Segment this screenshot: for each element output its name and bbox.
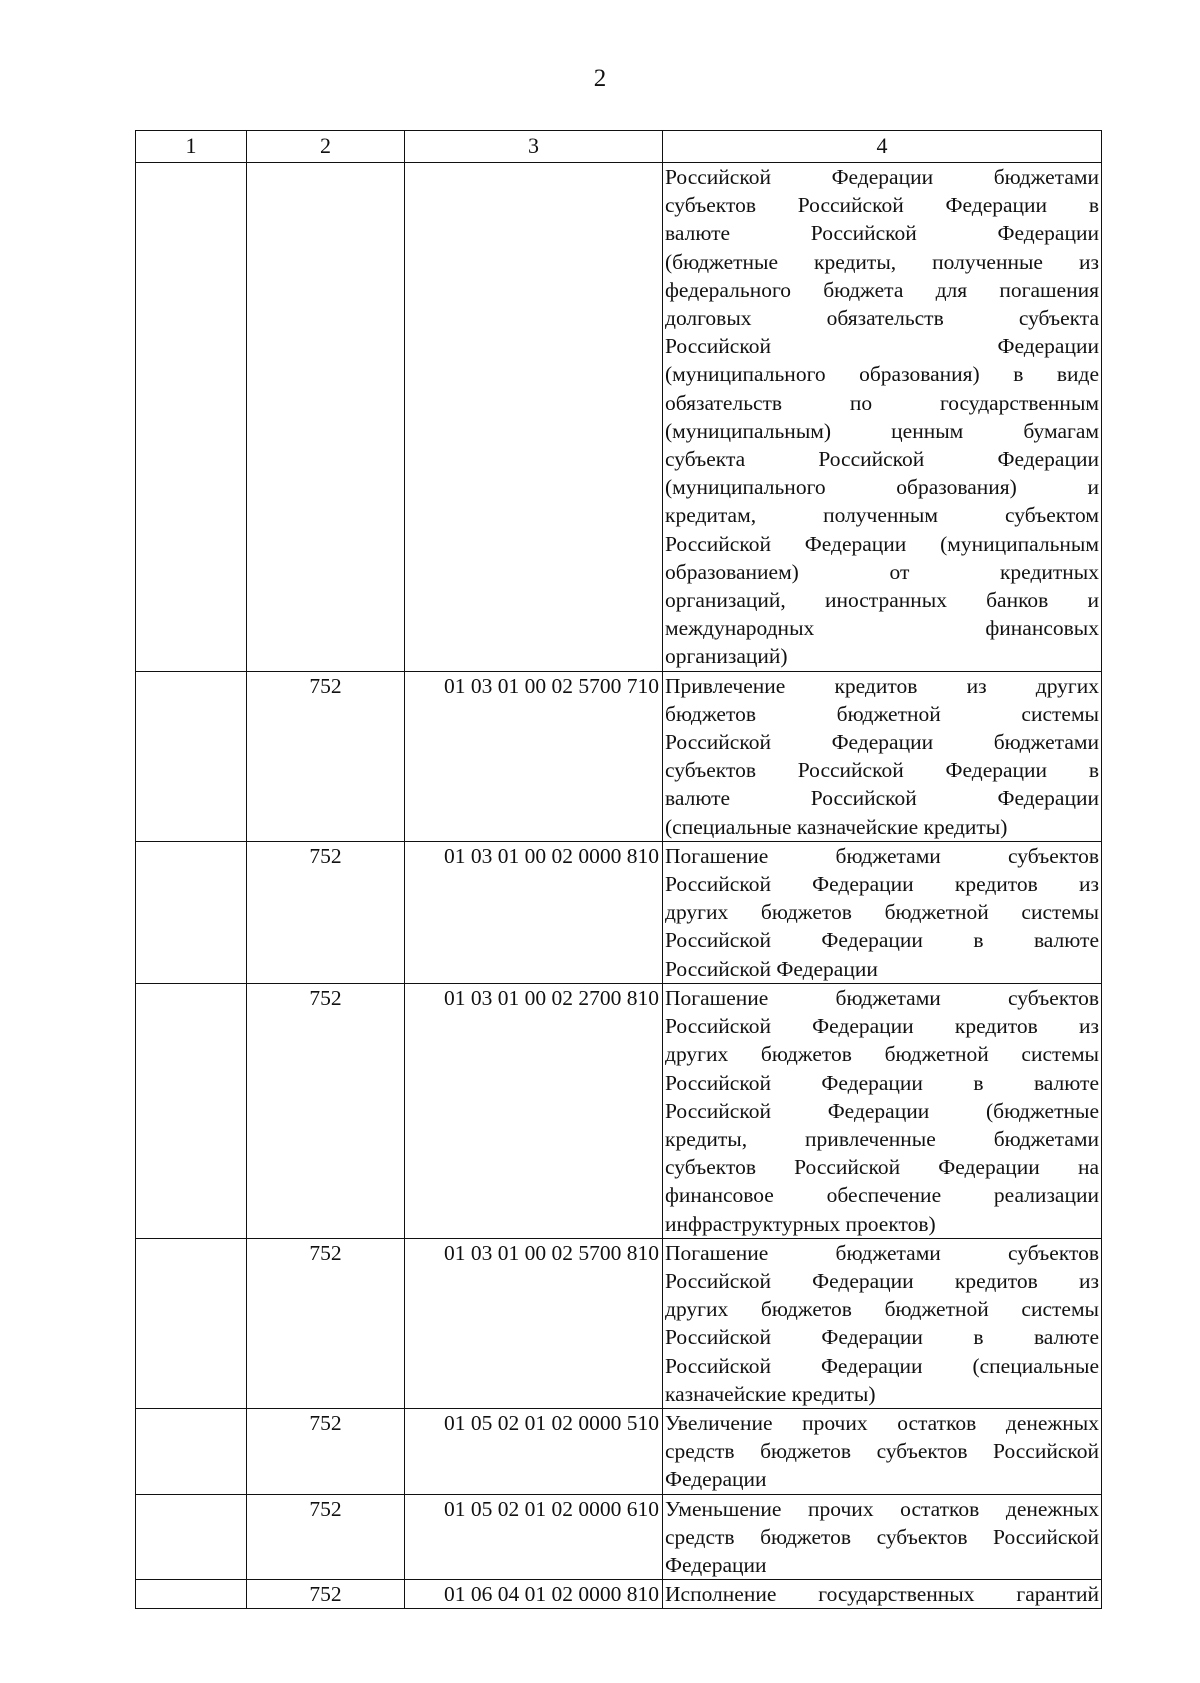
description-line: (специальные казначейские кредиты) [665, 814, 1008, 839]
description-line: Погашение бюджетами субъектов [665, 1240, 1099, 1265]
description-line: Российской Федерации бюджетами [665, 730, 1099, 755]
description-line: Федерации [665, 1552, 767, 1577]
description-line: валюте Российской Федерации [665, 786, 1099, 811]
table-row [136, 671, 1102, 841]
description-line: организаций, иностранных банков и [665, 588, 1099, 613]
description-line: Увеличение прочих остатков денежных [665, 1410, 1099, 1435]
budget-codes-table [135, 130, 1102, 1609]
description-line: образованием) от кредитных [665, 559, 1099, 584]
admin-code-cell: 752 [247, 1580, 405, 1609]
page-number: 2 [593, 65, 607, 92]
description-line: казначейские кредиты) [665, 1381, 876, 1406]
budget-classification-code-cell: 01 03 01 00 02 5700 810 [405, 1238, 663, 1408]
description-line: Уменьшение прочих остатков денежных [665, 1496, 1099, 1521]
admin-code-cell: 752 [247, 1238, 405, 1408]
description-line: других бюджетов бюджетной системы [665, 1297, 1099, 1322]
header-col-2: 2 [247, 131, 405, 163]
admin-code-cell: 752 [247, 841, 405, 983]
description-line: средств бюджетов субъектов Российской [665, 1439, 1099, 1464]
description-line: (муниципального образования) в виде [665, 362, 1099, 387]
description-line: кредиты, привлеченные бюджетами [665, 1126, 1099, 1151]
budget-classification-code-cell: 01 06 04 01 02 0000 810 [405, 1580, 663, 1609]
description-line: долговых обязательств субъекта [665, 306, 1099, 331]
table-row [136, 1580, 1102, 1609]
description-line: других бюджетов бюджетной системы [665, 1042, 1099, 1067]
description-cell [663, 1238, 1102, 1408]
description-line: организаций) [665, 644, 788, 669]
description-line: субъектов Российской Федерации на [665, 1155, 1099, 1180]
description-line: субъектов Российской Федерации в [665, 758, 1099, 783]
description-line: Российской Федерации кредитов из [665, 1014, 1099, 1039]
description-cell [663, 1494, 1102, 1580]
description-line: инфраструктурных проектов) [665, 1211, 936, 1236]
description-line: кредитам, полученным субъектом [665, 503, 1099, 528]
table-row [136, 1494, 1102, 1580]
budget-classification-code-cell: 01 05 02 01 02 0000 510 [405, 1408, 663, 1494]
description-cell [663, 671, 1102, 841]
admin-code-cell: 752 [247, 1494, 405, 1580]
table-row [136, 1408, 1102, 1494]
description-line: Российской Федерации (бюджетные [665, 1098, 1099, 1123]
row-col1-cell [136, 841, 247, 983]
description-line: других бюджетов бюджетной системы [665, 900, 1099, 925]
description-line: Российской Федерации в валюте [665, 928, 1099, 953]
description-line: Федерации [665, 1467, 767, 1492]
description-line: международных финансовых [665, 616, 1099, 641]
description-line: Российской Федерации кредитов из [665, 1268, 1099, 1293]
budget-classification-code-cell: 01 03 01 00 02 2700 810 [405, 983, 663, 1238]
description-line: Российской Федерации (специальные [665, 1353, 1099, 1378]
description-line: Привлечение кредитов из других [665, 673, 1099, 698]
admin-code-cell: 752 [247, 671, 405, 841]
budget-classification-code-cell: 01 03 01 00 02 5700 710 [405, 671, 663, 841]
description-line: обязательств по государственным [665, 390, 1099, 415]
description-line: Погашение бюджетами субъектов [665, 985, 1099, 1010]
admin-code-cell: 752 [247, 983, 405, 1238]
row-col1-cell [136, 1408, 247, 1494]
description-cell [663, 841, 1102, 983]
description-line: средств бюджетов субъектов Российской [665, 1524, 1099, 1549]
row-col1-cell [136, 1580, 247, 1609]
description-line: Исполнение государственных гарантий [665, 1582, 1099, 1607]
description-line: валюте Российской Федерации [665, 221, 1099, 246]
table-row [136, 841, 1102, 983]
description-line: Российской Федерации кредитов из [665, 872, 1099, 897]
header-col-1: 1 [136, 131, 247, 163]
row-col1-cell [136, 1494, 247, 1580]
row-col1-cell [136, 671, 247, 841]
description-line: (муниципального образования) и [665, 475, 1099, 500]
description-cell [663, 163, 1102, 672]
table-header-row [136, 131, 1102, 163]
description-cell [663, 1408, 1102, 1494]
row-col1-cell [136, 1238, 247, 1408]
admin-code-cell: 752 [247, 1408, 405, 1494]
description-line: Российской Федерации [665, 956, 878, 981]
description-line: федерального бюджета для погашения [665, 277, 1099, 302]
description-line: Российской Федерации в валюте [665, 1070, 1099, 1095]
budget-classification-code-cell: 01 05 02 01 02 0000 610 [405, 1494, 663, 1580]
admin-code-cell [247, 163, 405, 672]
description-line: Российской Федерации [665, 334, 1099, 359]
description-line: субъекта Российской Федерации [665, 447, 1099, 472]
description-line: (муниципальным) ценным бумагам [665, 418, 1099, 443]
header-col-3: 3 [405, 131, 663, 163]
description-cell [663, 1580, 1102, 1609]
description-line: (бюджетные кредиты, полученные из [665, 249, 1099, 274]
table-row [136, 1238, 1102, 1408]
description-line: Российской Федерации (муниципальным [665, 531, 1099, 556]
description-line: Погашение бюджетами субъектов [665, 843, 1099, 868]
table-row [136, 983, 1102, 1238]
description-line: Российской Федерации бюджетами [665, 165, 1099, 189]
description-line: Российской Федерации в валюте [665, 1325, 1099, 1350]
budget-classification-code-cell: 01 03 01 00 02 0000 810 [405, 841, 663, 983]
description-line: финансовое обеспечение реализации [665, 1183, 1099, 1208]
table-row [136, 163, 1102, 672]
row-col1-cell [136, 983, 247, 1238]
budget-classification-code-cell [405, 163, 663, 672]
description-line: субъектов Российской Федерации в [665, 193, 1099, 218]
row-col1-cell [136, 163, 247, 672]
header-col-4: 4 [663, 131, 1102, 163]
description-cell [663, 983, 1102, 1238]
description-line: бюджетов бюджетной системы [665, 701, 1099, 726]
